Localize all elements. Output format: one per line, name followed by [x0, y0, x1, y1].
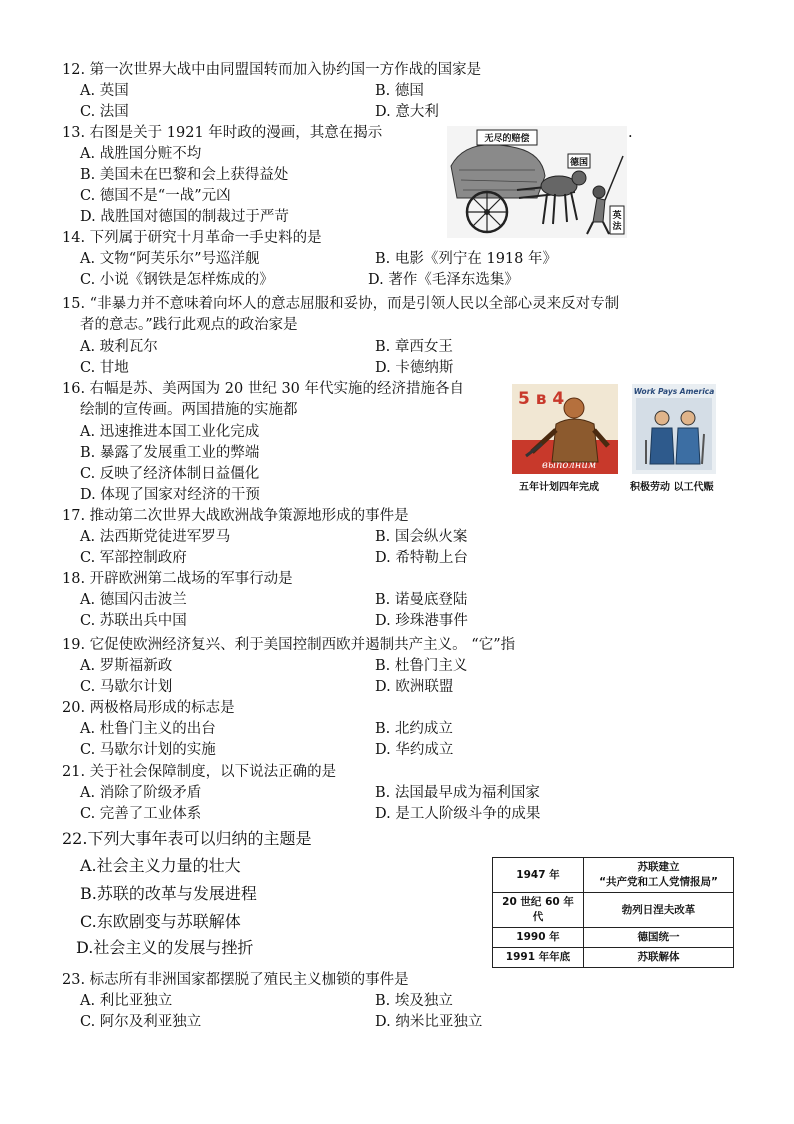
q19-option-d[interactable]: D. 欧洲联盟: [375, 679, 454, 695]
q12-option-a[interactable]: A. 英国: [80, 83, 129, 99]
cartoon-drawing: [447, 126, 627, 238]
timeline-table: [492, 857, 734, 968]
q18-option-d[interactable]: D. 珍珠港事件: [375, 613, 468, 629]
q14-option-c[interactable]: C. 小说《钢铁是怎样炼成的》: [80, 272, 274, 288]
poster-heading: Work Pays America: [633, 387, 715, 396]
q22-option-d[interactable]: D.社会主义的发展与挫折: [76, 938, 254, 957]
q15-option-d[interactable]: D. 卡德纳斯: [375, 360, 454, 376]
question-16-stem: 16. 右幅是苏、美两国为 20 世纪 30 年代实施的经济措施各自: [62, 381, 465, 397]
q17-option-c[interactable]: C. 军部控制政府: [80, 550, 187, 566]
q12-option-b[interactable]: B. 德国: [375, 83, 424, 99]
cartoon-title: 无尽的赔偿: [484, 134, 530, 144]
q20-option-c[interactable]: C. 马歇尔计划的实施: [80, 742, 216, 758]
timeline-year: 1991 年年底: [493, 948, 584, 968]
q22-option-c[interactable]: C.东欧剧变与苏联解体: [80, 912, 241, 931]
q19-option-c[interactable]: C. 马歇尔计划: [80, 679, 173, 695]
q20-option-d[interactable]: D. 华约成立: [375, 742, 454, 758]
question-18-stem: 18. 开辟欧洲第二战场的军事行动是: [62, 571, 293, 587]
q21-option-a[interactable]: A. 消除了阶级矛盾: [80, 785, 202, 801]
cartoon-figure: [447, 126, 627, 238]
soviet-poster: [512, 384, 618, 474]
timeline-year: 20 世纪 60 年代: [493, 893, 584, 928]
q22-option-a[interactable]: A.社会主义力量的壮大: [80, 856, 241, 875]
american-poster: [632, 384, 716, 474]
timeline-event: 苏联解体: [584, 948, 734, 968]
question-14-stem: 14. 下列属于研究十月革命一手史料的是: [62, 230, 322, 246]
table-row: [493, 893, 734, 928]
q18-option-a[interactable]: A. 德国闪击波兰: [80, 592, 187, 608]
q19-option-a[interactable]: A. 罗斯福新政: [80, 658, 173, 674]
soviet-poster-caption: 五年计划四年完成: [519, 482, 599, 493]
q21-option-c[interactable]: C. 完善了工业体系: [80, 806, 202, 822]
q16-option-d[interactable]: D. 体现了国家对经济的干预: [80, 487, 260, 503]
q17-option-d[interactable]: D. 希特勒上台: [375, 550, 468, 566]
question-15-stem: 15. “非暴力并不意味着向坏人的意志屈服和妥协，而是引领人民以全部心灵来反对专制: [62, 296, 620, 312]
timeline-year: 1947 年: [493, 858, 584, 893]
question-23-stem: 23. 标志所有非洲国家都摆脱了殖民主义枷锁的事件是: [62, 972, 409, 988]
soviet-poster-drawing: [512, 384, 618, 474]
question-13-stem: 13. 右图是关于 1921 年时政的漫画，其意在揭示: [62, 125, 383, 141]
q14-option-b[interactable]: B. 电影《列宁在 1918 年》: [375, 251, 557, 267]
question-12-stem: 12. 第一次世界大战中由同盟国转而加入协约国一方作战的国家是: [62, 62, 482, 78]
table-row: [493, 948, 734, 968]
question-21-stem: 21. 关于社会保障制度，以下说法正确的是: [62, 764, 337, 780]
q12-option-d[interactable]: D. 意大利: [375, 104, 439, 120]
q16-option-a[interactable]: A. 迅速推进本国工业化完成: [80, 424, 260, 440]
q14-option-a[interactable]: A. 文物“阿芙乐尔”号巡洋舰: [80, 251, 260, 267]
q21-option-b[interactable]: B. 法国最早成为福利国家: [375, 785, 540, 801]
question-20-stem: 20. 两极格局形成的标志是: [62, 700, 235, 716]
q21-option-d[interactable]: D. 是工人阶级斗争的成果: [375, 806, 541, 822]
q15-option-c[interactable]: C. 甘地: [80, 360, 129, 376]
table-row: [493, 858, 734, 893]
q17-option-b[interactable]: B. 国会纵火案: [375, 529, 468, 545]
american-poster-caption: 积极劳动 以工代赈: [630, 482, 714, 493]
cartoon-label-allies: 英法: [612, 211, 622, 232]
question-15-stem-cont: 者的意志。”践行此观点的政治家是: [80, 317, 298, 333]
cartoon-label-germany: 德国: [569, 158, 589, 168]
question-17-stem: 17. 推动第二次世界大战欧洲战争策源地形成的事件是: [62, 508, 409, 524]
q20-option-a[interactable]: A. 杜鲁门主义的出台: [80, 721, 216, 737]
q18-option-c[interactable]: C. 苏联出兵中国: [80, 613, 187, 629]
question-19-stem: 19. 它促使欧洲经济复兴、利于美国控制西欧并遏制共产主义。 “它”指: [62, 637, 516, 653]
q13-option-b[interactable]: B. 美国未在巴黎和会上获得益处: [80, 167, 289, 183]
q18-option-b[interactable]: B. 诺曼底登陆: [375, 592, 468, 608]
q15-option-a[interactable]: A. 玻利瓦尔: [80, 339, 158, 355]
q17-option-a[interactable]: A. 法西斯党徒进军罗马: [80, 529, 231, 545]
q23-option-b[interactable]: B. 埃及独立: [375, 993, 453, 1009]
q23-option-d[interactable]: D. 纳米比亚独立: [375, 1014, 483, 1030]
q15-option-b[interactable]: B. 章西女王: [375, 339, 453, 355]
poster-number: 5 в 4: [518, 389, 565, 409]
timeline-event: [584, 858, 734, 893]
q20-option-b[interactable]: B. 北约成立: [375, 721, 453, 737]
q23-option-c[interactable]: C. 阿尔及利亚独立: [80, 1014, 202, 1030]
timeline-event: 德国统一: [584, 928, 734, 948]
question-22-stem: 22.下列大事年表可以归纳的主题是: [62, 829, 312, 848]
q13-option-d[interactable]: D. 战胜国对德国的制裁过于严苛: [80, 209, 289, 225]
american-poster-drawing: [632, 384, 716, 474]
q13-option-c[interactable]: C. 德国不是“一战”元凶: [80, 188, 231, 204]
table-row: [493, 928, 734, 948]
timeline-year: 1990 年: [493, 928, 584, 948]
q23-option-a[interactable]: A. 利比亚独立: [80, 993, 173, 1009]
q13-option-a[interactable]: A. 战胜国分赃不均: [80, 146, 202, 162]
timeline-event: 勃列日涅夫改革: [584, 893, 734, 928]
question-16-stem-cont: 绘制的宣传画。两国措施的实施都: [80, 402, 298, 418]
q16-option-b[interactable]: B. 暴露了发展重工业的弊端: [80, 445, 260, 461]
q19-option-b[interactable]: B. 杜鲁门主义: [375, 658, 468, 674]
timeline-event-line: “共产党和工人党情报局”: [599, 876, 718, 888]
q16-option-c[interactable]: C. 反映了经济体制日益僵化: [80, 466, 260, 482]
timeline-event-line: 苏联建立: [637, 861, 680, 873]
q12-option-c[interactable]: C. 法国: [80, 104, 129, 120]
q14-option-d[interactable]: D. 著作《毛泽东选集》: [368, 272, 519, 288]
cartoon-dot: .: [628, 125, 633, 141]
poster-slogan: выполним: [542, 460, 597, 471]
q22-option-b[interactable]: B.苏联的改革与发展进程: [80, 884, 257, 903]
